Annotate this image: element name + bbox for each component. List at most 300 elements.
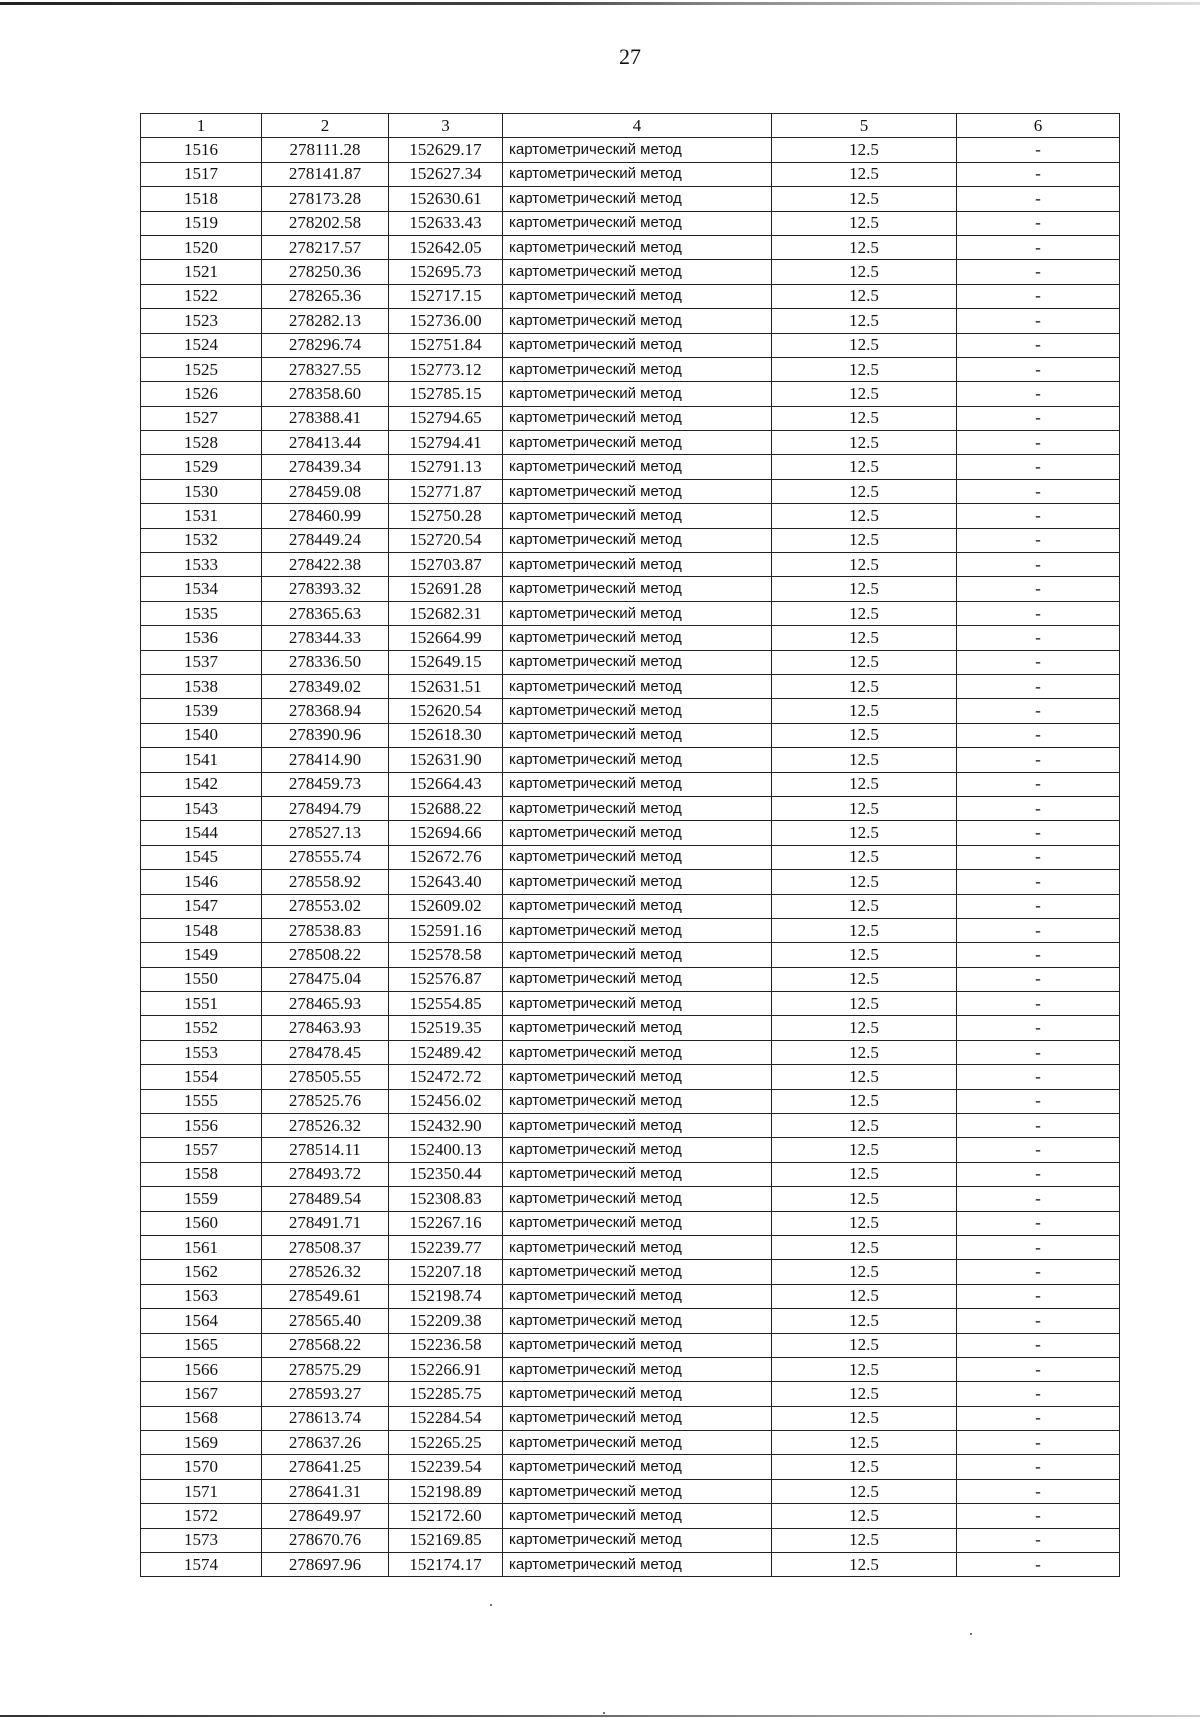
note-cell: - — [957, 967, 1120, 991]
point-number-cell: 1552 — [141, 1016, 262, 1040]
point-number-cell: 1547 — [141, 894, 262, 918]
y-coordinate-cell: 152172.60 — [389, 1504, 503, 1528]
accuracy-cell: 12.5 — [772, 748, 957, 772]
method-cell: картометрический метод — [503, 479, 772, 503]
point-number-cell: 1543 — [141, 796, 262, 820]
note-cell: - — [957, 1528, 1120, 1552]
x-coordinate-cell: 278478.45 — [262, 1040, 389, 1064]
note-cell: - — [957, 455, 1120, 479]
y-coordinate-cell: 152691.28 — [389, 577, 503, 601]
x-coordinate-cell: 278202.58 — [262, 211, 389, 235]
note-cell: - — [957, 235, 1120, 259]
table-row — [141, 1065, 1120, 1089]
note-cell: - — [957, 382, 1120, 406]
method-cell: картометрический метод — [503, 674, 772, 698]
accuracy-cell: 12.5 — [772, 235, 957, 259]
x-coordinate-cell: 278141.87 — [262, 162, 389, 186]
accuracy-cell: 12.5 — [772, 504, 957, 528]
table-row — [141, 1089, 1120, 1113]
method-cell: картометрический метод — [503, 870, 772, 894]
note-cell: - — [957, 1040, 1120, 1064]
point-number-cell: 1556 — [141, 1114, 262, 1138]
table-row — [141, 748, 1120, 772]
point-number-cell: 1524 — [141, 333, 262, 357]
table-row — [141, 1553, 1120, 1577]
method-cell: картометрический метод — [503, 1406, 772, 1430]
y-coordinate-cell: 152432.90 — [389, 1114, 503, 1138]
point-number-cell: 1536 — [141, 626, 262, 650]
point-number-cell: 1519 — [141, 211, 262, 235]
method-cell: картометрический метод — [503, 528, 772, 552]
method-cell: картометрический метод — [503, 1040, 772, 1064]
x-coordinate-cell: 278493.72 — [262, 1162, 389, 1186]
x-coordinate-cell: 278327.55 — [262, 357, 389, 381]
note-cell: - — [957, 748, 1120, 772]
y-coordinate-cell: 152489.42 — [389, 1040, 503, 1064]
method-cell: картометрический метод — [503, 1553, 772, 1577]
point-number-cell: 1567 — [141, 1382, 262, 1406]
y-coordinate-cell: 152266.91 — [389, 1357, 503, 1381]
note-cell: - — [957, 187, 1120, 211]
method-cell: картометрический метод — [503, 1089, 772, 1113]
method-cell: картометрический метод — [503, 1333, 772, 1357]
point-number-cell: 1569 — [141, 1431, 262, 1455]
table-row — [141, 357, 1120, 381]
x-coordinate-cell: 278553.02 — [262, 894, 389, 918]
table-row — [141, 918, 1120, 942]
accuracy-cell: 12.5 — [772, 1040, 957, 1064]
x-coordinate-cell: 278575.29 — [262, 1357, 389, 1381]
x-coordinate-cell: 278526.32 — [262, 1114, 389, 1138]
y-coordinate-cell: 152207.18 — [389, 1260, 503, 1284]
point-number-cell: 1529 — [141, 455, 262, 479]
accuracy-cell: 12.5 — [772, 1235, 957, 1259]
accuracy-cell: 12.5 — [772, 406, 957, 430]
accuracy-cell: 12.5 — [772, 333, 957, 357]
point-number-cell: 1562 — [141, 1260, 262, 1284]
method-cell: картометрический метод — [503, 748, 772, 772]
table-row — [141, 479, 1120, 503]
y-coordinate-cell: 152265.25 — [389, 1431, 503, 1455]
y-coordinate-cell: 152198.74 — [389, 1284, 503, 1308]
x-coordinate-cell: 278368.94 — [262, 699, 389, 723]
x-coordinate-cell: 278344.33 — [262, 626, 389, 650]
accuracy-cell: 12.5 — [772, 260, 957, 284]
table-row — [141, 1455, 1120, 1479]
point-number-cell: 1555 — [141, 1089, 262, 1113]
table-row — [141, 650, 1120, 674]
accuracy-cell: 12.5 — [772, 577, 957, 601]
x-coordinate-cell: 278111.28 — [262, 138, 389, 162]
page-number: 27 — [619, 44, 641, 69]
y-coordinate-cell: 152169.85 — [389, 1528, 503, 1552]
y-coordinate-cell: 152794.65 — [389, 406, 503, 430]
method-cell: картометрический метод — [503, 138, 772, 162]
note-cell: - — [957, 504, 1120, 528]
table-row — [141, 1162, 1120, 1186]
table-row — [141, 821, 1120, 845]
method-cell: картометрический метод — [503, 1138, 772, 1162]
table-row — [141, 1016, 1120, 1040]
method-cell: картометрический метод — [503, 211, 772, 235]
method-cell: картометрический метод — [503, 943, 772, 967]
table-row — [141, 1479, 1120, 1503]
point-number-cell: 1565 — [141, 1333, 262, 1357]
point-number-cell: 1528 — [141, 431, 262, 455]
point-number-cell: 1546 — [141, 870, 262, 894]
accuracy-cell: 12.5 — [772, 1528, 957, 1552]
y-coordinate-cell: 152554.85 — [389, 992, 503, 1016]
note-cell: - — [957, 1382, 1120, 1406]
table-row — [141, 504, 1120, 528]
y-coordinate-cell: 152350.44 — [389, 1162, 503, 1186]
method-cell: картометрический метод — [503, 504, 772, 528]
point-number-cell: 1571 — [141, 1479, 262, 1503]
table-row — [141, 1138, 1120, 1162]
point-number-cell: 1520 — [141, 235, 262, 259]
method-cell: картометрический метод — [503, 162, 772, 186]
y-coordinate-cell: 152649.15 — [389, 650, 503, 674]
x-coordinate-cell: 278393.32 — [262, 577, 389, 601]
method-cell: картометрический метод — [503, 577, 772, 601]
point-number-cell: 1540 — [141, 723, 262, 747]
x-coordinate-cell: 278358.60 — [262, 382, 389, 406]
x-coordinate-cell: 278491.71 — [262, 1211, 389, 1235]
point-number-cell: 1518 — [141, 187, 262, 211]
y-coordinate-cell: 152773.12 — [389, 357, 503, 381]
point-number-cell: 1542 — [141, 772, 262, 796]
method-cell: картометрический метод — [503, 1162, 772, 1186]
point-number-cell: 1517 — [141, 162, 262, 186]
point-number-cell: 1539 — [141, 699, 262, 723]
x-coordinate-cell: 278388.41 — [262, 406, 389, 430]
accuracy-cell: 12.5 — [772, 1211, 957, 1235]
table-row — [141, 1040, 1120, 1064]
table-row — [141, 138, 1120, 162]
accuracy-cell: 12.5 — [772, 650, 957, 674]
method-cell: картометрический метод — [503, 1528, 772, 1552]
table-row — [141, 211, 1120, 235]
note-cell: - — [957, 1211, 1120, 1235]
method-cell: картометрический метод — [503, 821, 772, 845]
x-coordinate-cell: 278525.76 — [262, 1089, 389, 1113]
note-cell: - — [957, 1284, 1120, 1308]
accuracy-cell: 12.5 — [772, 1479, 957, 1503]
x-coordinate-cell: 278670.76 — [262, 1528, 389, 1552]
scan-edge-bottom — [0, 1715, 1200, 1717]
accuracy-cell: 12.5 — [772, 455, 957, 479]
table-row — [141, 943, 1120, 967]
x-coordinate-cell: 278565.40 — [262, 1309, 389, 1333]
method-cell: картометрический метод — [503, 406, 772, 430]
y-coordinate-cell: 152720.54 — [389, 528, 503, 552]
y-coordinate-cell: 152630.61 — [389, 187, 503, 211]
note-cell: - — [957, 1235, 1120, 1259]
note-cell: - — [957, 1406, 1120, 1430]
table-row — [141, 235, 1120, 259]
y-coordinate-cell: 152285.75 — [389, 1382, 503, 1406]
header-cell-5: 5 — [772, 114, 957, 138]
header-cell-3: 3 — [389, 114, 503, 138]
accuracy-cell: 12.5 — [772, 431, 957, 455]
x-coordinate-cell: 278465.93 — [262, 992, 389, 1016]
method-cell: картометрический метод — [503, 1114, 772, 1138]
note-cell: - — [957, 1114, 1120, 1138]
x-coordinate-cell: 278336.50 — [262, 650, 389, 674]
accuracy-cell: 12.5 — [772, 601, 957, 625]
note-cell: - — [957, 1553, 1120, 1577]
y-coordinate-cell: 152771.87 — [389, 479, 503, 503]
y-coordinate-cell: 152717.15 — [389, 284, 503, 308]
note-cell: - — [957, 406, 1120, 430]
point-number-cell: 1523 — [141, 309, 262, 333]
method-cell: картометрический метод — [503, 992, 772, 1016]
y-coordinate-cell: 152627.34 — [389, 162, 503, 186]
table-row — [141, 601, 1120, 625]
note-cell: - — [957, 1065, 1120, 1089]
method-cell: картометрический метод — [503, 650, 772, 674]
method-cell: картометрический метод — [503, 1309, 772, 1333]
note-cell: - — [957, 1089, 1120, 1113]
accuracy-cell: 12.5 — [772, 870, 957, 894]
y-coordinate-cell: 152519.35 — [389, 1016, 503, 1040]
table-row — [141, 870, 1120, 894]
accuracy-cell: 12.5 — [772, 992, 957, 1016]
point-number-cell: 1522 — [141, 284, 262, 308]
header-cell-2: 2 — [262, 114, 389, 138]
y-coordinate-cell: 152631.90 — [389, 748, 503, 772]
method-cell: картометрический метод — [503, 967, 772, 991]
y-coordinate-cell: 152578.58 — [389, 943, 503, 967]
x-coordinate-cell: 278173.28 — [262, 187, 389, 211]
accuracy-cell: 12.5 — [772, 1284, 957, 1308]
table-row — [141, 992, 1120, 1016]
x-coordinate-cell: 278460.99 — [262, 504, 389, 528]
accuracy-cell: 12.5 — [772, 796, 957, 820]
method-cell: картометрический метод — [503, 1382, 772, 1406]
note-cell: - — [957, 723, 1120, 747]
method-cell: картометрический метод — [503, 723, 772, 747]
method-cell: картометрический метод — [503, 1187, 772, 1211]
point-number-cell: 1551 — [141, 992, 262, 1016]
table-row — [141, 845, 1120, 869]
table-row — [141, 309, 1120, 333]
y-coordinate-cell: 152629.17 — [389, 138, 503, 162]
point-number-cell: 1535 — [141, 601, 262, 625]
note-cell: - — [957, 479, 1120, 503]
x-coordinate-cell: 278265.36 — [262, 284, 389, 308]
table-row — [141, 187, 1120, 211]
y-coordinate-cell: 152682.31 — [389, 601, 503, 625]
table-row — [141, 1431, 1120, 1455]
point-number-cell: 1533 — [141, 553, 262, 577]
note-cell: - — [957, 918, 1120, 942]
note-cell: - — [957, 674, 1120, 698]
note-cell: - — [957, 1309, 1120, 1333]
accuracy-cell: 12.5 — [772, 1504, 957, 1528]
y-coordinate-cell: 152209.38 — [389, 1309, 503, 1333]
note-cell: - — [957, 1162, 1120, 1186]
accuracy-cell: 12.5 — [772, 138, 957, 162]
note-cell: - — [957, 796, 1120, 820]
note-cell: - — [957, 1455, 1120, 1479]
accuracy-cell: 12.5 — [772, 1309, 957, 1333]
note-cell: - — [957, 138, 1120, 162]
method-cell: картометрический метод — [503, 333, 772, 357]
header-cell-6: 6 — [957, 114, 1120, 138]
point-number-cell: 1531 — [141, 504, 262, 528]
scan-speck — [970, 1633, 972, 1635]
point-number-cell: 1532 — [141, 528, 262, 552]
method-cell: картометрический метод — [503, 626, 772, 650]
method-cell: картометрический метод — [503, 918, 772, 942]
note-cell: - — [957, 577, 1120, 601]
accuracy-cell: 12.5 — [772, 1382, 957, 1406]
method-cell: картометрический метод — [503, 1260, 772, 1284]
point-number-cell: 1538 — [141, 674, 262, 698]
x-coordinate-cell: 278494.79 — [262, 796, 389, 820]
table-row — [141, 553, 1120, 577]
x-coordinate-cell: 278697.96 — [262, 1553, 389, 1577]
accuracy-cell: 12.5 — [772, 1357, 957, 1381]
point-number-cell: 1544 — [141, 821, 262, 845]
y-coordinate-cell: 152664.43 — [389, 772, 503, 796]
point-number-cell: 1521 — [141, 260, 262, 284]
point-number-cell: 1548 — [141, 918, 262, 942]
table-row — [141, 431, 1120, 455]
note-cell: - — [957, 284, 1120, 308]
accuracy-cell: 12.5 — [772, 626, 957, 650]
table-row — [141, 1333, 1120, 1357]
x-coordinate-cell: 278555.74 — [262, 845, 389, 869]
table-row — [141, 1260, 1120, 1284]
x-coordinate-cell: 278365.63 — [262, 601, 389, 625]
accuracy-cell: 12.5 — [772, 674, 957, 698]
note-cell: - — [957, 1138, 1120, 1162]
table-row — [141, 1528, 1120, 1552]
x-coordinate-cell: 278637.26 — [262, 1431, 389, 1455]
y-coordinate-cell: 152694.66 — [389, 821, 503, 845]
method-cell: картометрический метод — [503, 260, 772, 284]
y-coordinate-cell: 152631.51 — [389, 674, 503, 698]
note-cell: - — [957, 211, 1120, 235]
header-row — [141, 114, 1120, 138]
x-coordinate-cell: 278413.44 — [262, 431, 389, 455]
table-row — [141, 967, 1120, 991]
y-coordinate-cell: 152664.99 — [389, 626, 503, 650]
point-number-cell: 1559 — [141, 1187, 262, 1211]
method-cell: картометрический метод — [503, 1284, 772, 1308]
method-cell: картометрический метод — [503, 1479, 772, 1503]
y-coordinate-cell: 152794.41 — [389, 431, 503, 455]
header-cell-4: 4 — [503, 114, 772, 138]
y-coordinate-cell: 152174.17 — [389, 1553, 503, 1577]
method-cell: картометрический метод — [503, 1504, 772, 1528]
accuracy-cell: 12.5 — [772, 1260, 957, 1284]
accuracy-cell: 12.5 — [772, 1065, 957, 1089]
method-cell: картометрический метод — [503, 894, 772, 918]
table-row — [141, 406, 1120, 430]
x-coordinate-cell: 278527.13 — [262, 821, 389, 845]
note-cell: - — [957, 309, 1120, 333]
method-cell: картометрический метод — [503, 382, 772, 406]
note-cell: - — [957, 1431, 1120, 1455]
point-number-cell: 1537 — [141, 650, 262, 674]
point-number-cell: 1573 — [141, 1528, 262, 1552]
point-number-cell: 1560 — [141, 1211, 262, 1235]
x-coordinate-cell: 278508.37 — [262, 1235, 389, 1259]
table-row — [141, 382, 1120, 406]
point-number-cell: 1550 — [141, 967, 262, 991]
method-cell: картометрический метод — [503, 1211, 772, 1235]
table-row — [141, 528, 1120, 552]
table-row — [141, 1284, 1120, 1308]
accuracy-cell: 12.5 — [772, 479, 957, 503]
method-cell: картометрический метод — [503, 601, 772, 625]
y-coordinate-cell: 152609.02 — [389, 894, 503, 918]
method-cell: картометрический метод — [503, 357, 772, 381]
point-number-cell: 1526 — [141, 382, 262, 406]
y-coordinate-cell: 152620.54 — [389, 699, 503, 723]
method-cell: картометрический метод — [503, 431, 772, 455]
accuracy-cell: 12.5 — [772, 1455, 957, 1479]
table-row — [141, 1235, 1120, 1259]
method-cell: картометрический метод — [503, 1235, 772, 1259]
y-coordinate-cell: 152284.54 — [389, 1406, 503, 1430]
point-number-cell: 1557 — [141, 1138, 262, 1162]
x-coordinate-cell: 278217.57 — [262, 235, 389, 259]
x-coordinate-cell: 278459.08 — [262, 479, 389, 503]
accuracy-cell: 12.5 — [772, 723, 957, 747]
y-coordinate-cell: 152736.00 — [389, 309, 503, 333]
x-coordinate-cell: 278613.74 — [262, 1406, 389, 1430]
y-coordinate-cell: 152576.87 — [389, 967, 503, 991]
note-cell: - — [957, 894, 1120, 918]
x-coordinate-cell: 278641.25 — [262, 1455, 389, 1479]
note-cell: - — [957, 1260, 1120, 1284]
x-coordinate-cell: 278641.31 — [262, 1479, 389, 1503]
point-number-cell: 1572 — [141, 1504, 262, 1528]
x-coordinate-cell: 278558.92 — [262, 870, 389, 894]
method-cell: картометрический метод — [503, 553, 772, 577]
table-row — [141, 1114, 1120, 1138]
accuracy-cell: 12.5 — [772, 943, 957, 967]
note-cell: - — [957, 650, 1120, 674]
accuracy-cell: 12.5 — [772, 821, 957, 845]
note-cell: - — [957, 1504, 1120, 1528]
table-row — [141, 1187, 1120, 1211]
x-coordinate-cell: 278649.97 — [262, 1504, 389, 1528]
point-number-cell: 1516 — [141, 138, 262, 162]
point-number-cell: 1530 — [141, 479, 262, 503]
table-row — [141, 1309, 1120, 1333]
note-cell: - — [957, 333, 1120, 357]
table-row — [141, 674, 1120, 698]
method-cell: картометрический метод — [503, 187, 772, 211]
accuracy-cell: 12.5 — [772, 1016, 957, 1040]
point-number-cell: 1564 — [141, 1309, 262, 1333]
y-coordinate-cell: 152618.30 — [389, 723, 503, 747]
accuracy-cell: 12.5 — [772, 1187, 957, 1211]
note-cell: - — [957, 870, 1120, 894]
table-row — [141, 772, 1120, 796]
x-coordinate-cell: 278414.90 — [262, 748, 389, 772]
accuracy-cell: 12.5 — [772, 162, 957, 186]
table-row — [141, 1406, 1120, 1430]
method-cell: картометрический метод — [503, 845, 772, 869]
y-coordinate-cell: 152688.22 — [389, 796, 503, 820]
y-coordinate-cell: 152791.13 — [389, 455, 503, 479]
